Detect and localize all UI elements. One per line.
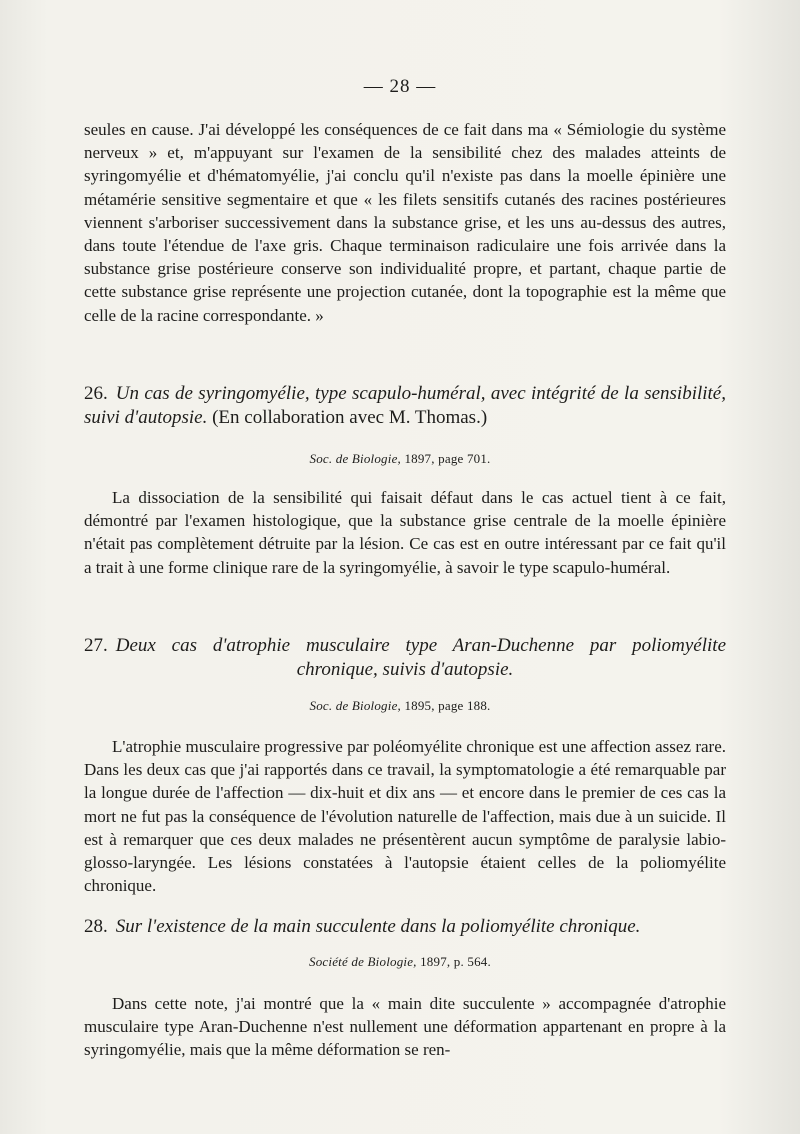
intro-paragraph: seules en cause. J'ai développé les conséquences de ce fait dans ma « Sémiologie du système nerveux » et, m'appuyant sur l'examen de la sensibilité chez des malades atteints de syringomyélie et d'hématomyélie, j'ai conclu qu'il n'existe pas dans la moelle épinière une métamérie sensitive segmentaire et que « les filets sensitifs cutanés des racines postérieures viennent s'arboriser successivement dans la substance grise, et les uns au-dessus des autres, dans toute l'étendue de l'axe gris. Chaque terminaison radiculaire une fois arrivée dans la substance grise postérieure conserve son individualité propre, et partant, chaque partie de cette substance grise représente une projection cutanée, dont la topographie est la même que celle de la racine correspondante. » (84, 120, 726, 325)
section-27-body: L'atrophie musculaire progressive par poléomyélite chronique est une affection assez rare. Dans les deux cas que j'ai rapportés dans ce travail, la symptomatologie a été remarquable par la longue durée de l'affection — dix-huit et dix ans — et encore dans le premier de ces cas la mort ne fut pas la conséquence de l'évolution naturelle de l'affection, mais due à un suicide. Il est à remarquer que ces deux malades ne présentèrent aucun symptôme de paralysie labio-glosso-laryngée. Les lésions constatées à l'autopsie étaient celles de la poliomyélite chronique. (84, 737, 726, 896)
section-28-title: Sur l'existence de la main succulente dans la poliomyélite chronique. (115, 916, 641, 937)
section-27-citation-source: Soc. de Biologie, (309, 698, 401, 713)
section-26-body: La dissociation de la sensibilité qui faisait défaut dans le cas actuel tient à ce fait, démontré par l'examen histologique, que la substance grise centrale de la moelle épinière n'était pas complètement détruite par la lésion. Ce cas est en outre intéressant par ce fait qu'il a trait à une forme clinique rare de la syringomyélie, à savoir le type scapulo-huméral. (84, 488, 726, 577)
section-28-citation-source: Société de Biologie, (309, 954, 417, 969)
section-27-citation (0, 698, 800, 714)
section-27-body-block (84, 735, 726, 897)
section-27-heading (84, 634, 726, 682)
section-26-title: Un cas de syringomyélie, type scapulo-huméral, avec intégrité de la sensibilité, suivi d'autopsie. (84, 383, 726, 428)
section-28-number: 28. (84, 916, 108, 937)
section-26-body-block (84, 486, 726, 579)
section-27-title: Deux cas d'atrophie musculaire type Aran-Duchenne par poliomyélite chronique, suivis d'autopsie. (115, 635, 726, 680)
section-27-citation-detail: 1895, page 188. (404, 698, 491, 713)
section-28-citation-detail: 1897, p. 564. (420, 954, 491, 969)
section-26-citation-detail: 1897, page 701. (404, 451, 491, 466)
section-28-citation (0, 954, 800, 970)
section-28-body-block (84, 992, 726, 1062)
section-27-number: 27. (84, 635, 108, 656)
intro-paragraph-block (84, 118, 726, 327)
section-28-heading (84, 915, 726, 939)
section-26-citation (0, 451, 800, 467)
section-28-body: Dans cette note, j'ai montré que la « main dite succulente » accompagnée d'atrophie musculaire type Aran-Duchenne n'est nullement une déformation appartenant en propre à la syringomyélie, mais que la même déformation se ren- (84, 994, 726, 1060)
section-26-collaboration: (En collaboration avec M. Thomas.) (212, 407, 488, 428)
page-number: — 28 — (363, 76, 437, 97)
section-26-citation-source: Soc. de Biologie, (309, 451, 401, 466)
section-26-number: 26. (84, 383, 108, 404)
section-26-heading (84, 382, 726, 430)
